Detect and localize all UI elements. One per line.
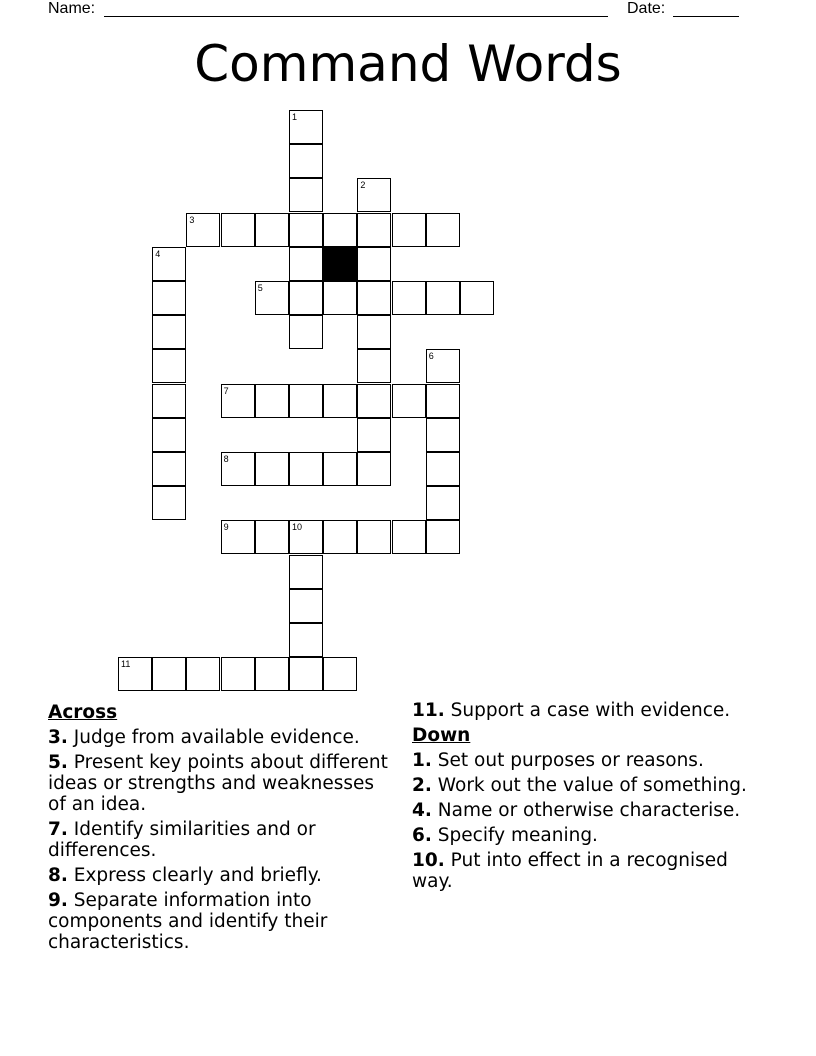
clue-text: Support a case with evidence. xyxy=(444,700,731,721)
crossword-cell[interactable] xyxy=(152,315,186,349)
crossword-cell[interactable] xyxy=(426,520,460,554)
down-clue-4 xyxy=(412,800,772,821)
crossword-cell[interactable] xyxy=(221,520,255,554)
clue-text: Name or otherwise characterise. xyxy=(431,800,741,821)
down-clue-1 xyxy=(412,750,772,771)
cell-number: 5 xyxy=(257,283,263,293)
crossword-cell[interactable] xyxy=(186,213,220,247)
crossword-cell[interactable] xyxy=(357,281,391,315)
cell-number: 2 xyxy=(360,180,366,191)
crossword-cell[interactable] xyxy=(289,110,323,144)
crossword-cell[interactable] xyxy=(357,418,391,452)
cell-number: 8 xyxy=(223,454,229,464)
crossword-cell[interactable] xyxy=(323,384,357,418)
clue-text: Set out purposes or reasons. xyxy=(431,750,704,771)
crossword-cell[interactable] xyxy=(255,213,289,247)
crossword-cell[interactable] xyxy=(255,384,289,418)
crossword-cell[interactable] xyxy=(255,657,289,691)
down-clue-2 xyxy=(412,775,772,796)
crossword-cell[interactable] xyxy=(323,452,357,486)
crossword-cell[interactable] xyxy=(255,520,289,554)
crossword-cell[interactable] xyxy=(426,452,460,486)
crossword-cell[interactable] xyxy=(460,281,494,315)
crossword-cell[interactable] xyxy=(289,384,323,418)
crossword-cell[interactable] xyxy=(255,281,289,315)
clue-number: 11. xyxy=(412,700,445,721)
crossword-cell[interactable] xyxy=(289,589,323,623)
down-clue-6 xyxy=(412,825,772,846)
crossword-cell[interactable] xyxy=(152,247,186,281)
crossword-cell[interactable] xyxy=(152,452,186,486)
crossword-cell[interactable] xyxy=(289,452,323,486)
crossword-cell[interactable] xyxy=(357,520,391,554)
cell-number: 6 xyxy=(428,351,434,362)
cell-number: 11 xyxy=(121,659,131,670)
crossword-cell[interactable] xyxy=(357,178,391,212)
clue-text: Identify similarities and or differences. xyxy=(48,819,316,861)
crossword-cell[interactable] xyxy=(323,520,357,554)
crossword-cell[interactable] xyxy=(118,657,152,691)
clue-text: Judge from available evidence. xyxy=(67,727,360,748)
crossword-cell[interactable] xyxy=(255,452,289,486)
clue-text: Put into effect in a recognised way. xyxy=(412,850,728,892)
clue-text: Express clearly and briefly. xyxy=(67,865,322,886)
crossword-cell[interactable] xyxy=(289,247,323,281)
crossword-cell[interactable] xyxy=(392,213,426,247)
crossword-cell[interactable] xyxy=(426,213,460,247)
crossword-cell[interactable] xyxy=(289,178,323,212)
clue-number: 10. xyxy=(412,850,445,871)
crossword-cell[interactable] xyxy=(152,418,186,452)
crossword-cell[interactable] xyxy=(357,247,391,281)
crossword-cell[interactable] xyxy=(392,520,426,554)
crossword-cell[interactable] xyxy=(426,418,460,452)
crossword-cell[interactable] xyxy=(357,452,391,486)
name-label: Name: xyxy=(48,0,96,17)
black-cell xyxy=(323,247,357,281)
crossword-cell[interactable] xyxy=(289,555,323,589)
cell-number: 10 xyxy=(292,522,303,533)
cell-number: 7 xyxy=(223,385,229,396)
crossword-cell[interactable] xyxy=(186,657,220,691)
crossword-cell[interactable] xyxy=(357,213,391,247)
crossword-cell[interactable] xyxy=(289,623,323,657)
crossword-cell[interactable] xyxy=(221,384,255,418)
crossword-cell[interactable] xyxy=(426,281,460,315)
page-title: Command Words xyxy=(194,35,622,93)
across-clue-9 xyxy=(48,890,393,953)
crossword-cell[interactable] xyxy=(392,281,426,315)
clue-number: 8. xyxy=(48,865,68,886)
crossword-cell[interactable] xyxy=(357,384,391,418)
clue-text: Separate information into components and identify their characteristics. xyxy=(48,890,328,953)
clue-text: Present key points about different ideas or strengths and weaknesses of an idea. xyxy=(48,752,388,815)
crossword-cell[interactable] xyxy=(221,213,255,247)
crossword-cell[interactable] xyxy=(426,384,460,418)
across-clue-7 xyxy=(48,819,393,861)
clues-column-left xyxy=(48,700,393,957)
clues-column-right xyxy=(412,700,772,896)
crossword-cell[interactable] xyxy=(357,315,391,349)
cell-number: 1 xyxy=(292,112,298,122)
crossword-cell[interactable] xyxy=(289,213,323,247)
crossword-cell[interactable] xyxy=(221,657,255,691)
clue-number: 4. xyxy=(412,800,432,821)
crossword-cell[interactable] xyxy=(152,486,186,520)
crossword-cell[interactable] xyxy=(152,281,186,315)
crossword-cell[interactable] xyxy=(323,213,357,247)
clue-number: 6. xyxy=(412,825,432,846)
clue-number: 1. xyxy=(412,750,432,771)
crossword-cell[interactable] xyxy=(289,315,323,349)
crossword-cell[interactable] xyxy=(152,349,186,383)
clue-number: 9. xyxy=(48,890,68,911)
clue-text: Work out the value of something. xyxy=(431,775,747,796)
crossword-cell[interactable] xyxy=(289,144,323,178)
date-label: Date: xyxy=(627,0,666,17)
crossword-cell[interactable] xyxy=(289,520,323,554)
down-heading: Down xyxy=(412,725,471,746)
clue-number: 2. xyxy=(412,775,432,796)
cell-number: 9 xyxy=(223,522,229,533)
crossword-cell[interactable] xyxy=(426,486,460,520)
across-clue-8 xyxy=(48,865,393,886)
clue-number: 7. xyxy=(48,819,68,840)
crossword-cell[interactable] xyxy=(357,349,391,383)
crossword-cell[interactable] xyxy=(221,452,255,486)
crossword-cell[interactable] xyxy=(323,281,357,315)
crossword-cell[interactable] xyxy=(152,657,186,691)
cell-number: 3 xyxy=(189,214,195,225)
crossword-cell[interactable] xyxy=(289,657,323,691)
down-clue-10 xyxy=(412,850,772,892)
clue-number: 3. xyxy=(48,727,68,748)
across-clue-11 xyxy=(412,700,772,721)
cell-number: 4 xyxy=(155,248,161,259)
clue-number: 5. xyxy=(48,752,68,773)
crossword-cell[interactable] xyxy=(323,657,357,691)
across-clue-5 xyxy=(48,752,393,815)
crossword-cell[interactable] xyxy=(289,281,323,315)
across-clue-3 xyxy=(48,727,393,748)
across-heading: Across xyxy=(48,702,118,723)
clue-text: Specify meaning. xyxy=(431,825,598,846)
crossword-cell[interactable] xyxy=(426,349,460,383)
crossword-cell[interactable] xyxy=(392,384,426,418)
crossword-cell[interactable] xyxy=(152,384,186,418)
